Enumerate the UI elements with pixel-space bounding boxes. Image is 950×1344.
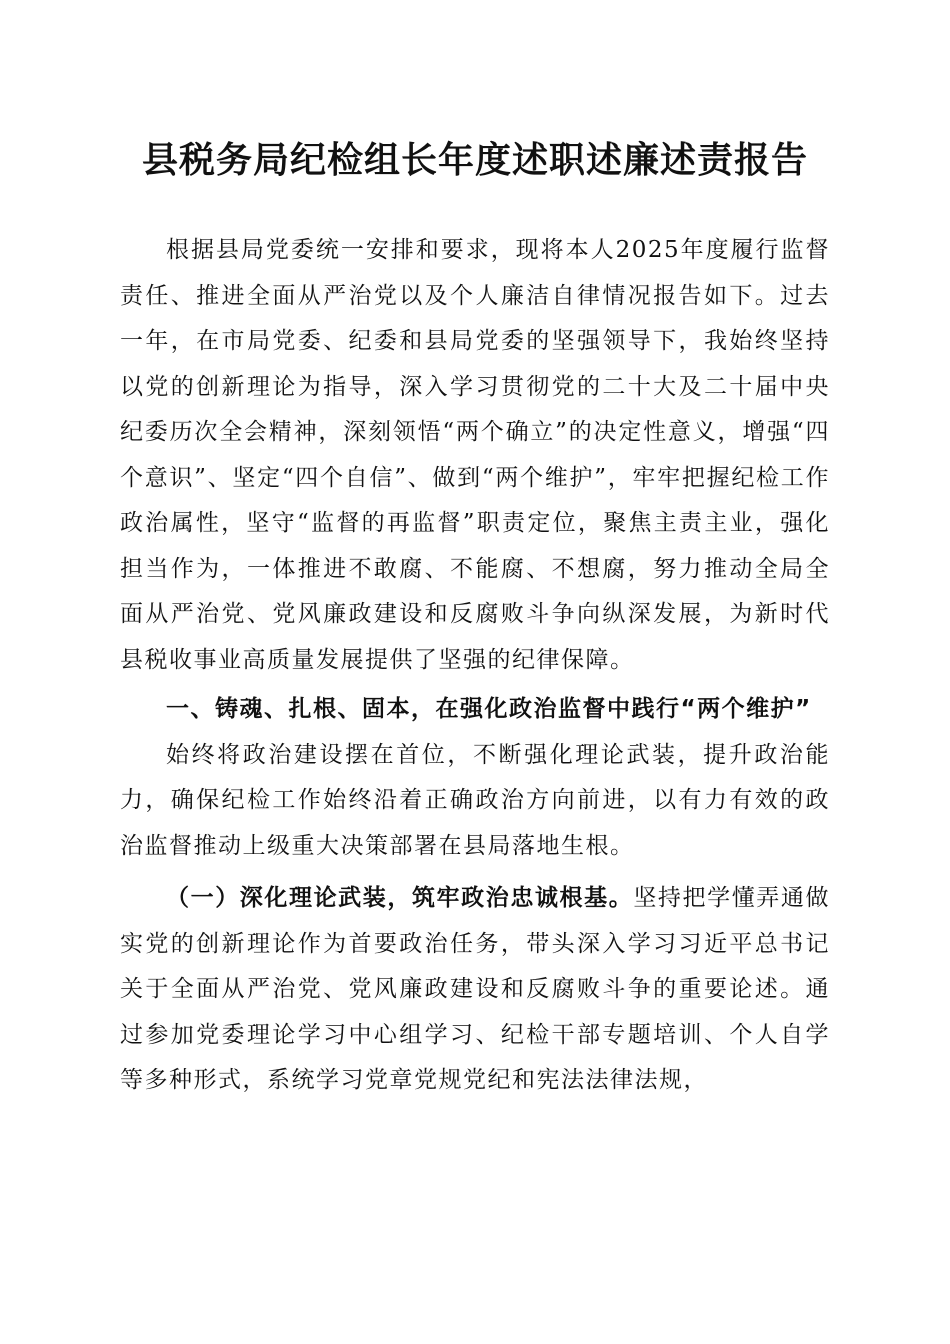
- document-body: [120, 228, 830, 1104]
- subsection-1-paragraph: [120, 875, 830, 1104]
- subsection-1-body: 坚持把学懂弄通做实党的创新理论作为首要政治任务，带头深入学习习近平总书记关于全面从严治党、党风廉政建设和反腐败斗争的重要论述。通过参加党委理论学习中心组学习、纪检干部专题培训、个人自学等多种形式，系统学习党章党规党纪和宪法法律法规，: [120, 885, 831, 1093]
- section-heading-1: 一、铸魂、扎根、固本，在强化政治监督中践行“两个维护”: [166, 696, 812, 722]
- subsection-1-lead: （一）深化理论武装，筑牢政治忠诚根基。: [166, 884, 634, 911]
- document-title: 县税务局纪检组长年度述职述廉述责报告: [141, 139, 808, 181]
- intro-paragraph: 根据县局党委统一安排和要求，现将本人2025年度履行监督责任、推进全面从严治党以及个人廉洁自律情况报告如下。过去一年，在市局党委、纪委和县局党委的坚强领导下，我始终坚持以党的创新理论为指导，深入学习贯彻党的二十大及二十届中央纪委历次全会精神，深刻领悟“两个确立”的决定性意义，增强“四个意识”、坚定“四个自信”、做到“两个维护”，牢牢把握纪检工作政治属性，坚守“监督的再监督”职责定位，聚焦主责主业，强化担当作为，一体推进不敢腐、不能腐、不想腐，努力推动全局全面从严治党、党风廉政建设和反腐败斗争向纵深发展，为新时代县税收事业高质量发展提供了坚强的纪律保障。: [120, 237, 830, 673]
- section-1-paragraph: 始终将政治建设摆在首位，不断强化理论武装，提升政治能力，确保纪检工作始终沿着正确政治方向前进，以有力有效的政治监督推动上级重大决策部署在县局落地生根。: [120, 741, 830, 859]
